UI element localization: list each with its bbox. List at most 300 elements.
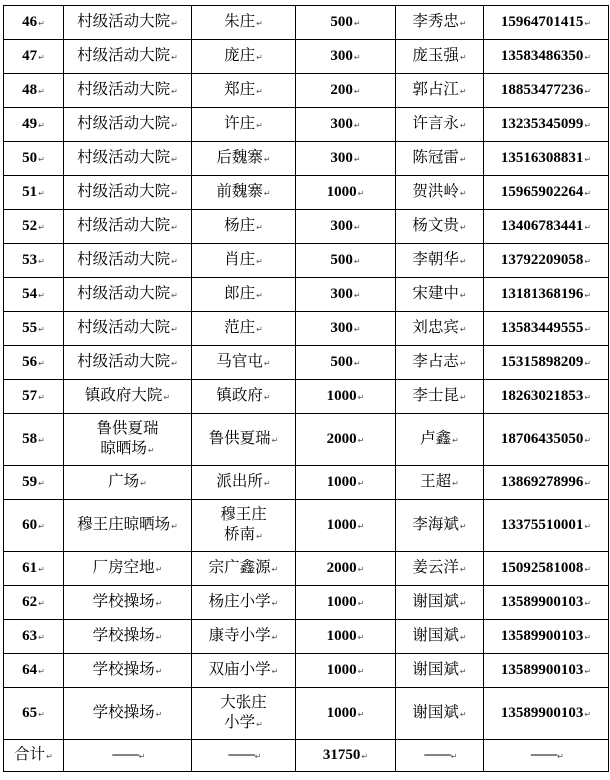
cell-text: 村级活动大院 — [77, 182, 171, 200]
cell-text: 300 — [330, 285, 353, 302]
cell-text: 54 — [22, 285, 38, 302]
cell-end-mark: ↵ — [459, 522, 467, 531]
cell-text: 肖庄 — [224, 250, 256, 268]
cell-end-mark: ↵ — [271, 565, 279, 574]
cell-end-mark: ↵ — [361, 751, 369, 761]
cell-text: 1000 — [326, 387, 357, 404]
village-cell — [192, 210, 296, 244]
row-number-cell — [4, 210, 64, 244]
cell-end-mark: ↵ — [353, 290, 361, 300]
phone-cell — [484, 500, 609, 552]
location-cell — [64, 654, 192, 688]
village-cell — [192, 466, 296, 500]
contact-cell — [396, 654, 484, 688]
cell-end-mark: ↵ — [256, 325, 263, 334]
cell-text: 48 — [22, 81, 38, 98]
cell-text: 31750 — [322, 746, 361, 763]
cell-end-mark: ↵ — [459, 291, 467, 300]
cell-text: 谢国斌 — [412, 703, 459, 721]
cell-text: 53 — [22, 251, 38, 268]
area-cell — [296, 500, 396, 552]
table-row — [4, 466, 609, 500]
contact-cell — [396, 210, 484, 244]
area-cell — [296, 312, 396, 346]
table-row — [4, 414, 609, 466]
cell-end-mark: ↵ — [459, 359, 467, 368]
total-area-cell — [296, 740, 396, 772]
cell-text: 63 — [22, 627, 38, 644]
cell-end-mark: ↵ — [256, 87, 263, 96]
cell-end-mark: ↵ — [450, 752, 456, 761]
row-number-cell — [4, 654, 64, 688]
cell-text: 200 — [330, 81, 353, 98]
phone-cell — [484, 552, 609, 586]
cell-end-mark: ↵ — [256, 291, 263, 300]
cell-text: 村级活动大院 — [77, 46, 171, 64]
cell-end-mark: ↵ — [38, 52, 45, 62]
cell-end-mark: ↵ — [271, 599, 279, 608]
cell-text: 宋建中 — [412, 284, 459, 302]
row-number-cell — [4, 346, 64, 380]
cell-end-mark: ↵ — [38, 478, 45, 488]
cell-text: 郎庄 — [224, 284, 256, 302]
cell-end-mark: ↵ — [38, 290, 45, 300]
location-cell — [64, 142, 192, 176]
cell-end-mark: ↵ — [459, 633, 467, 642]
cell-text: 1000 — [326, 593, 357, 610]
cell-end-mark: ↵ — [584, 709, 592, 719]
cell-text: 13583486350 — [500, 47, 584, 64]
area-cell — [296, 244, 396, 278]
contact-cell — [396, 176, 484, 210]
cell-end-mark: ↵ — [353, 52, 361, 62]
cell-text: 村级活动大院 — [77, 284, 171, 302]
document-page — [3, 5, 609, 772]
contact-cell — [396, 108, 484, 142]
area-cell — [296, 40, 396, 74]
total-phone-cell — [484, 740, 609, 772]
cell-text: 范庄 — [224, 318, 256, 336]
cell-text: 杨庄 — [224, 216, 256, 234]
total-location-cell — [64, 740, 192, 772]
row-number-cell — [4, 688, 64, 740]
contact-cell — [396, 346, 484, 380]
cell-text: 1000 — [326, 473, 357, 490]
village-cell — [192, 244, 296, 278]
contact-cell — [396, 620, 484, 654]
cell-text: 学校操场 — [92, 592, 155, 610]
contact-cell — [396, 142, 484, 176]
phone-cell — [484, 586, 609, 620]
cell-text: 1000 — [326, 661, 357, 678]
cell-text: 前魏寨 — [216, 182, 263, 200]
cell-text: 李占志 — [412, 352, 459, 370]
location-cell — [64, 278, 192, 312]
contact-cell — [396, 500, 484, 552]
cell-end-mark: ↵ — [584, 120, 592, 130]
village-cell — [192, 500, 296, 552]
cell-text: 13792209058 — [500, 251, 584, 268]
cell-text: —— — [227, 745, 254, 763]
phone-cell — [484, 380, 609, 414]
row-number-cell — [4, 552, 64, 586]
row-number-cell — [4, 244, 64, 278]
cell-text: 谢国斌 — [412, 660, 459, 678]
cell-text: 300 — [330, 115, 353, 132]
cell-text: 13235345099 — [500, 115, 584, 132]
row-number-cell — [4, 312, 64, 346]
table-row — [4, 688, 609, 740]
area-cell — [296, 586, 396, 620]
location-cell — [64, 346, 192, 380]
cell-end-mark: ↵ — [171, 87, 178, 96]
contact-cell — [396, 380, 484, 414]
cell-end-mark: ↵ — [38, 324, 45, 334]
phone-cell — [484, 176, 609, 210]
table-row — [4, 74, 609, 108]
cell-end-mark: ↵ — [459, 667, 467, 676]
cell-end-mark: ↵ — [353, 256, 361, 266]
cell-text: 56 — [22, 353, 38, 370]
row-number-cell — [4, 74, 64, 108]
cell-end-mark: ↵ — [459, 189, 467, 198]
cell-end-mark: ↵ — [557, 752, 562, 761]
cell-text: 50 — [22, 149, 38, 166]
cell-text: 大张庄 — [220, 693, 267, 711]
cell-text: 51 — [22, 183, 38, 200]
cell-end-mark: ↵ — [171, 257, 178, 266]
cell-end-mark: ↵ — [263, 155, 271, 164]
phone-cell — [484, 414, 609, 466]
area-cell — [296, 6, 396, 40]
cell-text: —— — [423, 745, 450, 763]
cell-end-mark: ↵ — [38, 86, 45, 96]
cell-end-mark: ↵ — [256, 532, 263, 541]
cell-text: 500 — [330, 251, 353, 268]
phone-cell — [484, 466, 609, 500]
cell-text: 姜云洋 — [412, 558, 459, 576]
cell-text: 桥南 — [224, 525, 256, 543]
cell-end-mark: ↵ — [357, 598, 365, 608]
cell-end-mark: ↵ — [38, 120, 45, 130]
cell-text: 庞玉强 — [412, 46, 459, 64]
cell-end-mark: ↵ — [584, 18, 592, 28]
cell-end-mark: ↵ — [38, 18, 45, 28]
cell-end-mark: ↵ — [353, 358, 361, 368]
cell-text: 49 — [22, 115, 38, 132]
village-cell — [192, 380, 296, 414]
cell-text: 18853477236 — [500, 81, 584, 98]
cell-text: 13589900103 — [500, 593, 584, 610]
table-row — [4, 552, 609, 586]
area-cell — [296, 466, 396, 500]
cell-end-mark: ↵ — [171, 189, 178, 198]
table-row — [4, 500, 609, 552]
cell-text: 刘忠宾 — [412, 318, 459, 336]
cell-text: 庞庄 — [224, 46, 256, 64]
cell-text: 15092581008 — [500, 559, 584, 576]
cell-end-mark: ↵ — [357, 709, 365, 719]
area-cell — [296, 380, 396, 414]
cell-end-mark: ↵ — [155, 599, 163, 608]
cell-end-mark: ↵ — [38, 154, 45, 164]
cell-end-mark: ↵ — [38, 358, 45, 368]
cell-end-mark: ↵ — [357, 392, 365, 402]
cell-text: 学校操场 — [92, 703, 155, 721]
row-number-cell — [4, 176, 64, 210]
cell-end-mark: ↵ — [584, 392, 592, 402]
cell-text: 15964701415 — [500, 13, 584, 30]
cell-text: 18263021853 — [500, 387, 584, 404]
cell-text: 康寺小学 — [208, 626, 271, 644]
location-cell — [64, 552, 192, 586]
cell-end-mark: ↵ — [271, 633, 279, 642]
phone-cell — [484, 346, 609, 380]
cell-text: 1000 — [326, 516, 357, 533]
cell-text: 46 — [22, 13, 38, 30]
village-cell — [192, 6, 296, 40]
table-row — [4, 108, 609, 142]
cell-text: 2000 — [326, 559, 357, 576]
cell-text: 15965902264 — [500, 183, 584, 200]
location-cell — [64, 620, 192, 654]
cell-text: 谢国斌 — [412, 592, 459, 610]
contact-cell — [396, 74, 484, 108]
village-cell — [192, 620, 296, 654]
cell-end-mark: ↵ — [584, 324, 592, 334]
phone-cell — [484, 210, 609, 244]
table-row — [4, 312, 609, 346]
table-row — [4, 278, 609, 312]
phone-cell — [484, 620, 609, 654]
village-cell — [192, 40, 296, 74]
phone-cell — [484, 6, 609, 40]
cell-text: 学校操场 — [92, 626, 155, 644]
cell-text: 300 — [330, 47, 353, 64]
cell-end-mark: ↵ — [171, 223, 178, 232]
cell-end-mark: ↵ — [38, 666, 45, 676]
cell-text: 郭占江 — [412, 80, 459, 98]
cell-end-mark: ↵ — [155, 633, 163, 642]
cell-end-mark: ↵ — [171, 121, 178, 130]
location-cell — [64, 466, 192, 500]
cell-end-mark: ↵ — [459, 565, 467, 574]
table-row — [4, 654, 609, 688]
cell-text: 马官屯 — [216, 352, 263, 370]
cell-text: 58 — [22, 430, 38, 447]
cell-end-mark: ↵ — [38, 632, 45, 642]
contact-cell — [396, 414, 484, 466]
cell-text: 13406783441 — [500, 217, 584, 234]
cell-text: 镇政府大院 — [84, 386, 163, 404]
cell-text: 村级活动大院 — [77, 114, 171, 132]
area-cell — [296, 414, 396, 466]
cell-end-mark: ↵ — [353, 120, 361, 130]
cell-end-mark: ↵ — [353, 18, 361, 28]
cell-text: 广场 — [108, 472, 140, 490]
cell-end-mark: ↵ — [171, 359, 178, 368]
area-cell — [296, 688, 396, 740]
total-label-cell — [4, 740, 64, 772]
cell-text: 65 — [22, 704, 38, 721]
cell-text: 李朝华 — [412, 250, 459, 268]
cell-text: 李海斌 — [412, 515, 459, 533]
cell-end-mark: ↵ — [171, 155, 178, 164]
area-cell — [296, 346, 396, 380]
cell-end-mark: ↵ — [353, 154, 361, 164]
cell-end-mark: ↵ — [256, 257, 263, 266]
cell-text: 64 — [22, 661, 38, 678]
cell-text: 镇政府 — [216, 386, 263, 404]
row-number-cell — [4, 500, 64, 552]
row-number-cell — [4, 414, 64, 466]
cell-end-mark: ↵ — [357, 478, 365, 488]
table-row — [4, 40, 609, 74]
cell-end-mark: ↵ — [353, 222, 361, 232]
cell-end-mark: ↵ — [584, 222, 592, 232]
cell-end-mark: ↵ — [38, 392, 45, 402]
cell-text: 13583449555 — [500, 319, 584, 336]
cell-text: 13589900103 — [500, 661, 584, 678]
phone-cell — [484, 74, 609, 108]
cell-end-mark: ↵ — [38, 598, 45, 608]
cell-end-mark: ↵ — [357, 521, 365, 531]
phone-cell — [484, 244, 609, 278]
phone-cell — [484, 688, 609, 740]
cell-text: 13375510001 — [500, 516, 584, 533]
venue-table — [3, 5, 609, 772]
village-cell — [192, 346, 296, 380]
table-row — [4, 244, 609, 278]
cell-text: 合计 — [14, 745, 46, 763]
cell-end-mark: ↵ — [263, 189, 271, 198]
cell-text: 郑庄 — [224, 80, 256, 98]
cell-end-mark: ↵ — [171, 522, 178, 531]
location-cell — [64, 210, 192, 244]
cell-end-mark: ↵ — [155, 565, 163, 574]
phone-cell — [484, 312, 609, 346]
cell-end-mark: ↵ — [171, 291, 178, 300]
village-cell — [192, 586, 296, 620]
cell-text: 13589900103 — [500, 627, 584, 644]
cell-end-mark: ↵ — [256, 121, 263, 130]
phone-cell — [484, 654, 609, 688]
cell-text: 李士昆 — [412, 386, 459, 404]
row-number-cell — [4, 620, 64, 654]
cell-text: 李秀忠 — [412, 12, 459, 30]
contact-cell — [396, 244, 484, 278]
contact-cell — [396, 40, 484, 74]
cell-text: —— — [530, 745, 557, 763]
location-cell — [64, 380, 192, 414]
location-cell — [64, 40, 192, 74]
cell-text: 1000 — [326, 627, 357, 644]
village-cell — [192, 654, 296, 688]
cell-text: 18706435050 — [500, 430, 584, 447]
cell-text: 13589900103 — [500, 704, 584, 721]
area-cell — [296, 654, 396, 688]
cell-text: 1000 — [326, 183, 357, 200]
table-row — [4, 380, 609, 414]
cell-end-mark: ↵ — [459, 257, 467, 266]
cell-end-mark: ↵ — [155, 710, 163, 719]
contact-cell — [396, 466, 484, 500]
cell-end-mark: ↵ — [357, 564, 365, 574]
cell-text: 52 — [22, 217, 38, 234]
row-number-cell — [4, 380, 64, 414]
cell-end-mark: ↵ — [263, 479, 271, 488]
cell-text: 双庙小学 — [208, 660, 271, 678]
cell-end-mark: ↵ — [138, 752, 144, 761]
cell-end-mark: ↵ — [353, 86, 361, 96]
cell-text: 13181368196 — [500, 285, 584, 302]
cell-end-mark: ↵ — [140, 479, 147, 488]
cell-end-mark: ↵ — [584, 256, 592, 266]
cell-end-mark: ↵ — [38, 222, 45, 232]
cell-text: 穆王庄 — [220, 505, 267, 523]
village-cell — [192, 176, 296, 210]
contact-cell — [396, 278, 484, 312]
cell-text: 1000 — [326, 704, 357, 721]
total-row — [4, 740, 609, 772]
cell-end-mark: ↵ — [271, 436, 279, 445]
contact-cell — [396, 312, 484, 346]
cell-end-mark: ↵ — [584, 598, 592, 608]
cell-text: 60 — [22, 516, 38, 533]
cell-end-mark: ↵ — [459, 87, 467, 96]
village-cell — [192, 108, 296, 142]
cell-text: 穆王庄晾晒场 — [77, 515, 171, 533]
cell-end-mark: ↵ — [459, 121, 467, 130]
cell-text: 杨文贵 — [412, 216, 459, 234]
cell-text: 13516308831 — [500, 149, 584, 166]
cell-text: 15315898209 — [500, 353, 584, 370]
cell-text: 派出所 — [216, 472, 263, 490]
village-cell — [192, 142, 296, 176]
table-row — [4, 142, 609, 176]
location-cell — [64, 500, 192, 552]
cell-end-mark: ↵ — [584, 358, 592, 368]
cell-text: 杨庄小学 — [208, 592, 271, 610]
cell-end-mark: ↵ — [584, 435, 592, 445]
cell-end-mark: ↵ — [584, 564, 592, 574]
cell-text: 朱庄 — [224, 12, 256, 30]
cell-end-mark: ↵ — [38, 521, 45, 531]
cell-end-mark: ↵ — [256, 53, 263, 62]
location-cell — [64, 108, 192, 142]
cell-end-mark: ↵ — [38, 188, 45, 198]
area-cell — [296, 620, 396, 654]
cell-end-mark: ↵ — [452, 436, 459, 445]
contact-cell — [396, 688, 484, 740]
cell-text: 许言永 — [412, 114, 459, 132]
row-number-cell — [4, 278, 64, 312]
table-row — [4, 620, 609, 654]
cell-text: 村级活动大院 — [77, 250, 171, 268]
cell-end-mark: ↵ — [171, 19, 178, 28]
area-cell — [296, 210, 396, 244]
row-number-cell — [4, 142, 64, 176]
cell-text: 13869278996 — [500, 473, 584, 490]
cell-end-mark: ↵ — [459, 53, 467, 62]
cell-text: 学校操场 — [92, 660, 155, 678]
cell-end-mark: ↵ — [584, 290, 592, 300]
cell-text: 55 — [22, 319, 38, 336]
cell-end-mark: ↵ — [459, 710, 467, 719]
location-cell — [64, 6, 192, 40]
village-cell — [192, 312, 296, 346]
cell-end-mark: ↵ — [38, 564, 45, 574]
